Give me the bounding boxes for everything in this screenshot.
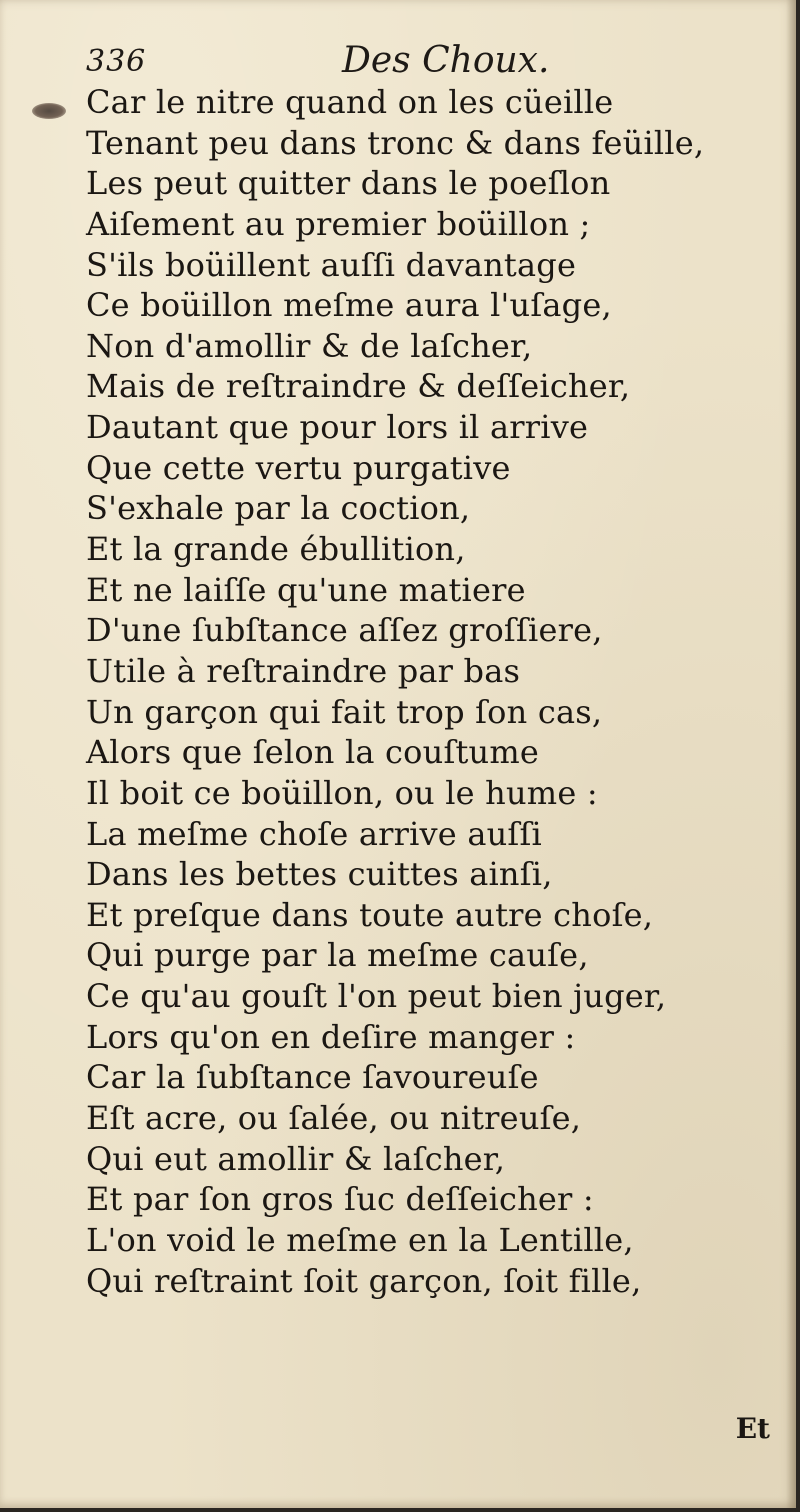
verse-line: Que cette vertu purgative — [86, 448, 511, 487]
verse-line: Et par ſon gros ſuc deſſeicher : — [86, 1180, 594, 1219]
verse-line: Dautant que pour lors il arrive — [86, 408, 589, 447]
verse-body — [86, 82, 786, 1301]
verse-line: Utile à reſtraindre par bas — [86, 651, 521, 690]
verse-line: La meſme choſe arrive auſſi — [86, 814, 542, 853]
ink-stain — [32, 103, 66, 119]
verse-line: Il boit ce boüillon, ou le hume : — [86, 773, 598, 812]
verse-line: S'ils boüillent auſſi davantage — [86, 245, 577, 284]
verse-line: Les peut quitter dans le poeſlon — [86, 164, 611, 203]
verse-line: S'exhale par la coction, — [86, 489, 471, 528]
verse-line: Et preſque dans toute autre choſe, — [86, 895, 654, 934]
verse-line: D'une ſubſtance aſſez groſſiere, — [86, 611, 603, 650]
verse-line: Qui purge par la meſme cauſe, — [86, 936, 589, 975]
verse-line: Non d'amollir & de laſcher, — [86, 326, 533, 365]
verse-line: Aiſement au premier boüillon ; — [86, 204, 591, 243]
verse-line: Mais de reſtraindre & deſſeicher, — [86, 367, 631, 406]
catchword: Et — [735, 1412, 770, 1445]
verse-line: Car le nitre quand on les cüeille — [86, 83, 614, 121]
verse-line: Un garçon qui fait trop ſon cas, — [86, 692, 603, 731]
verse-line: Qui eut amollir & laſcher, — [86, 1139, 506, 1178]
verse-line: Qui reſtraint ſoit garçon, ſoit fille, — [86, 1261, 642, 1300]
page-number: 336 — [86, 44, 147, 79]
verse-line: L'on void le meſme en la Lentille, — [86, 1220, 634, 1259]
verse-line: Lors qu'on en deſire manger : — [86, 1017, 576, 1056]
verse-line: Ce qu'au gouſt l'on peut bien juger, — [86, 977, 667, 1016]
verse-line: Eſt acre, ou ſalée, ou nitreuſe, — [86, 1099, 582, 1138]
verse-line: Tenant peu dans tronc & dans feüille, — [86, 123, 705, 162]
running-title: Des Choux. — [342, 40, 550, 81]
verse-line: Car la ſubſtance ſavoureuſe — [86, 1058, 539, 1097]
verse-line: Et la grande ébullition, — [86, 530, 466, 569]
verse-line: Et ne laiſſe qu'une matiere — [86, 570, 526, 609]
verse-line: Ce boüillon meſme aura l'uſage, — [86, 286, 612, 325]
verse-line: Alors que ſelon la couſtume — [86, 733, 540, 772]
verse-line: Dans les bettes cuittes ainſi, — [86, 855, 553, 894]
